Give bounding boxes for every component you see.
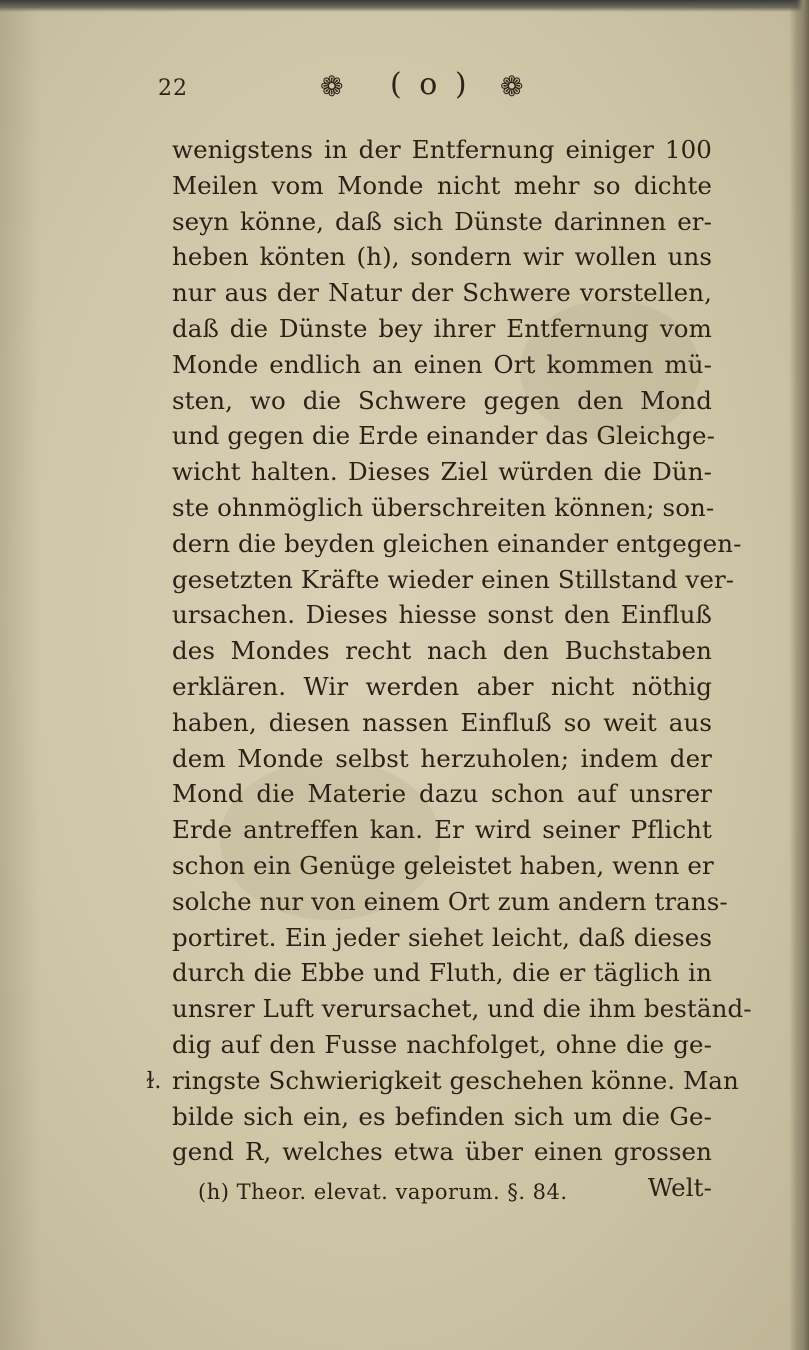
text-line: dig auf den Fusse nachfolget, ohne die ge-: [172, 1029, 712, 1059]
page-top-shadow: [0, 0, 809, 12]
flower-ornament-icon: ❁: [320, 70, 344, 103]
text-line: unsrer Luft verursachet, und die ihm beständ-: [172, 994, 752, 1024]
text-line: haben, diesen nassen Einfluß so weit aus: [172, 707, 712, 737]
text-line: Meilen vom Monde nicht mehr so dichte: [172, 170, 712, 200]
text-line: sten, wo die Schwere gegen den Mond: [172, 385, 712, 415]
text-line: Monde endlich an einen Ort kommen mü-: [172, 349, 712, 379]
text-line: durch die Ebbe und Fluth, die er täglich in: [172, 958, 712, 988]
text-line: und gegen die Erde einander das Gleichge-: [172, 421, 715, 451]
page-shading-left: [0, 0, 40, 1350]
text-line: nur aus der Natur der Schwere vorstellen,: [172, 278, 712, 308]
margin-note: ɫ.: [146, 1069, 162, 1094]
text-line: Erde antreffen kan. Er wird seiner Pflicht: [172, 815, 712, 845]
flower-ornament-icon: ❁: [500, 70, 524, 103]
text-line: bilde sich ein, es befinden sich um die Ge-: [172, 1101, 712, 1131]
text-line: des Mondes recht nach den Buchstaben: [172, 636, 712, 666]
text-line: solche nur von einem Ort zum andern trans-: [172, 886, 728, 916]
text-line: daß die Dünste bey ihrer Entfernung vom: [172, 313, 712, 343]
text-line: portiret. Ein jeder siehet leicht, daß dieses: [172, 922, 712, 952]
text-line: heben könten (h), sondern wir wollen uns: [172, 242, 712, 272]
text-line: wicht halten. Dieses Ziel würden die Dün-: [172, 457, 712, 487]
text-line: Mond die Materie dazu schon auf unsrer: [172, 779, 712, 809]
body-text: [172, 132, 752, 1206]
page-header: [150, 68, 570, 108]
page-binding-edge: [789, 0, 809, 1350]
text-line: ste ohnmöglich überschreiten können; son-: [172, 492, 715, 522]
header-title-mark: ( o ): [390, 67, 471, 102]
text-line: schon ein Genüge geleistet haben, wenn er: [172, 850, 714, 880]
catchword: Welt-: [647, 1173, 712, 1203]
page-number: 22: [158, 76, 188, 101]
text-line: ringste Schwierigkeit geschehen könne. Man: [172, 1065, 739, 1095]
text-line: dern die beyden gleichen einander entgegen-: [172, 528, 742, 558]
text-line: gend R, welches etwa über einen grossen: [172, 1137, 712, 1167]
text-line: erklären. Wir werden aber nicht nöthig: [172, 671, 712, 701]
text-line: wenigstens in der Entfernung einiger 100: [172, 135, 712, 164]
text-line: gesetzten Kräfte wieder einen Stillstand ver-: [172, 564, 735, 594]
footnote: (h) Theor. elevat. vaporum. §. 84.: [198, 1180, 568, 1204]
text-line: ursachen. Dieses hiesse sonst den Einfluß: [172, 600, 712, 630]
text-line: dem Monde selbst herzuholen; indem der: [172, 743, 712, 773]
text-line: seyn könne, daß sich Dünste darinnen er-: [172, 206, 712, 236]
